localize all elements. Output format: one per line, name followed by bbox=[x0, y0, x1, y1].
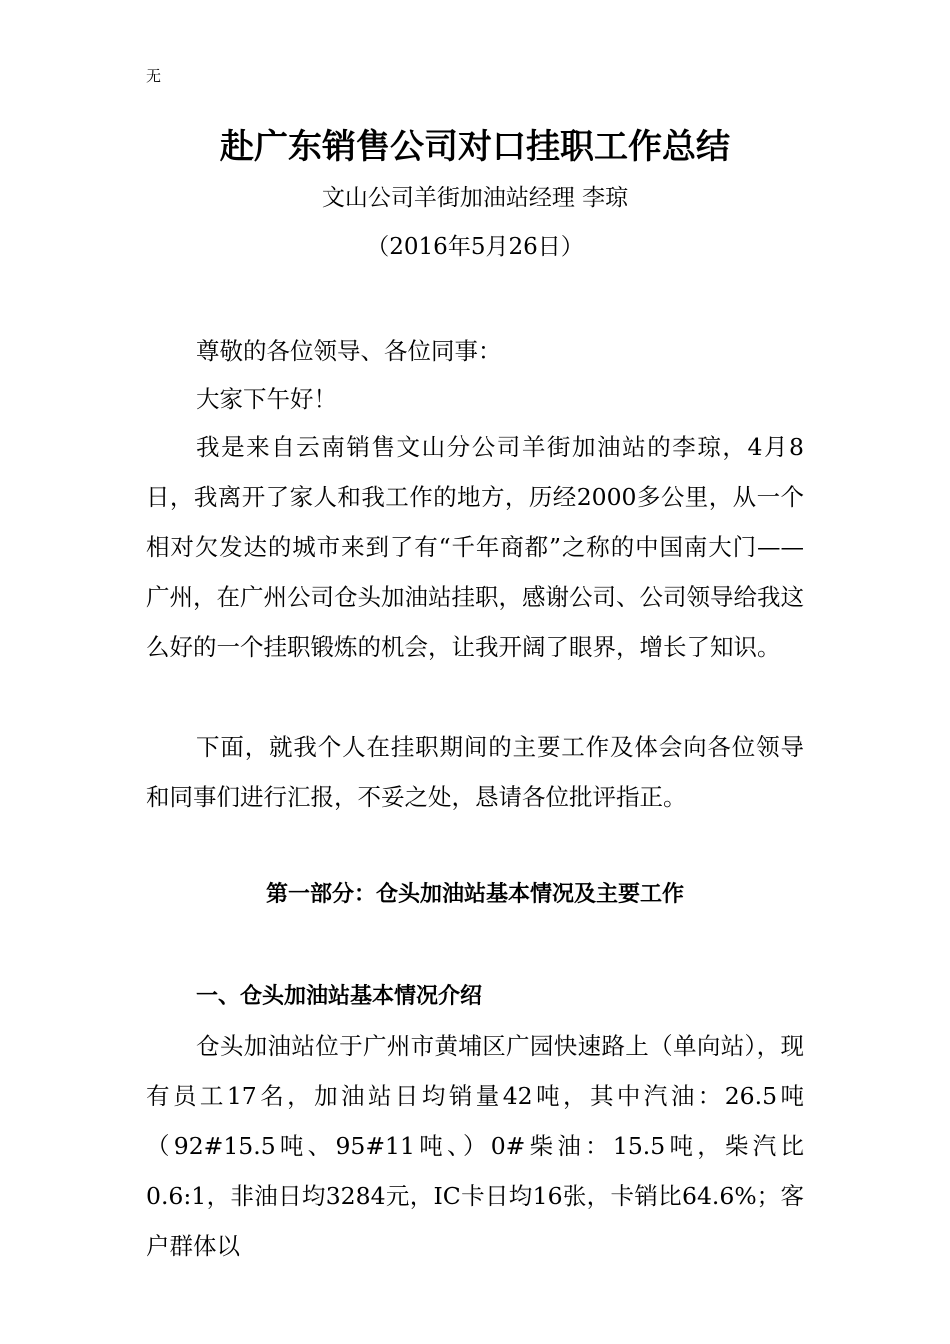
document-title: 赴广东销售公司对口挂职工作总结 bbox=[220, 127, 730, 167]
part-heading: 第一部分：仓头加油站基本情况及主要工作 bbox=[265, 881, 684, 907]
station-overview-paragraph: 仓头加油站位于广州市黄埔区广园快速路上（单向站），现有员工17名，加油站日均销量42吨，其中汽油：26.5吨（92#15.5吨、95#11吨、）0#柴油：15.5吨，柴汽比0.6:1，非油日均3284元，IC卡日均16张，卡销比64.6%；客户群体以 bbox=[146, 1032, 804, 1260]
document-author: 文山公司羊街加油站经理 李琼 bbox=[321, 185, 629, 211]
greeting: 大家下午好！ bbox=[196, 385, 337, 413]
salutation: 尊敬的各位领导、各位同事： bbox=[196, 337, 502, 365]
section-heading: 一、仓头加油站基本情况介绍 bbox=[196, 983, 483, 1009]
header-mark: 无 bbox=[146, 67, 162, 85]
report-paragraph: 下面，就我个人在挂职期间的主要工作及体会向各位领导和同事们进行汇报，不妥之处，恳请各位批评指正。 bbox=[146, 733, 804, 811]
document-date: （2016年5月26日） bbox=[366, 234, 584, 260]
intro-paragraph: 我是来自云南销售文山分公司羊街加油站的李琼，4月8日，我离开了家人和我工作的地方，历经2000多公里，从一个相对欠发达的城市来到了有“千年商都”之称的中国南大门——广州，在广州公司仓头加油站挂职，感谢公司、公司领导给我这么好的一个挂职锻炼的机会，让我开阔了眼界，增长了知识。 bbox=[146, 433, 804, 661]
